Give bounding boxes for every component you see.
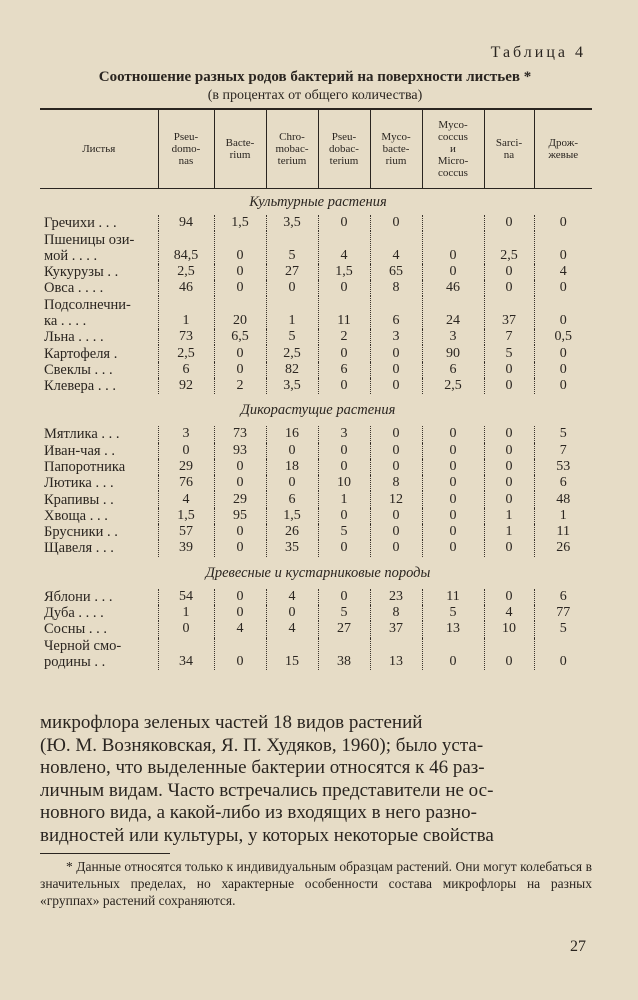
table-cell: 0 xyxy=(318,508,370,524)
table-row xyxy=(40,231,592,264)
table-header-row xyxy=(40,109,592,189)
table-body xyxy=(40,189,592,671)
table-cell: 0 xyxy=(422,491,484,507)
table-cell: 15 xyxy=(266,638,318,671)
table-cell: 0 xyxy=(484,540,534,556)
table-cell: 6 xyxy=(370,296,422,329)
row-label: Гречихи . . . xyxy=(44,215,117,232)
table-cell: 4 xyxy=(266,589,318,605)
table-cell: 4 xyxy=(266,621,318,637)
table-cell: 0 xyxy=(214,540,266,556)
table-cell: 0 xyxy=(158,443,214,459)
table-cell: 1,5 xyxy=(214,215,266,231)
table-cell: 0 xyxy=(484,264,534,280)
table-cell: 18 xyxy=(266,459,318,475)
row-label: Щавеля . . . xyxy=(44,540,114,557)
page-number: 27 xyxy=(570,938,586,955)
table-row xyxy=(40,459,592,475)
table-cell: 6 xyxy=(422,362,484,378)
table-cell: 0 xyxy=(214,475,266,491)
row-label: Картофеля . xyxy=(44,345,118,362)
table-cell: 0 xyxy=(214,589,266,605)
table-cell: 0 xyxy=(422,638,484,671)
table-cell: 0 xyxy=(214,605,266,621)
table-cell: 1 xyxy=(158,296,214,329)
table-cell: 16 xyxy=(266,426,318,442)
table-cell: 29 xyxy=(158,459,214,475)
column-header: Chro- mobac- terium xyxy=(266,109,318,189)
table-cell: 29 xyxy=(214,491,266,507)
table-cell: 0 xyxy=(318,345,370,361)
table-cell: 0 xyxy=(484,491,534,507)
table-cell: 11 xyxy=(534,524,592,540)
table-cell: 0 xyxy=(422,540,484,556)
table-row xyxy=(40,508,592,524)
table-cell: 3 xyxy=(370,329,422,345)
table-cell: 3,5 xyxy=(266,215,318,231)
table-cell: 6,5 xyxy=(214,329,266,345)
table-row xyxy=(40,264,592,280)
table-cell: 5 xyxy=(266,231,318,264)
table-cell: 6 xyxy=(534,589,592,605)
row-label: Пшеницы ози- мой . . . . xyxy=(44,231,135,264)
table-cell: 0 xyxy=(214,638,266,671)
table-cell: 1 xyxy=(484,524,534,540)
table-cell: 4 xyxy=(370,231,422,264)
table-cell: 0 xyxy=(158,621,214,637)
table-row xyxy=(40,524,592,540)
footnote-rule xyxy=(40,853,170,854)
table-cell: 0 xyxy=(214,459,266,475)
table-cell: 0 xyxy=(266,443,318,459)
table-cell: 26 xyxy=(266,524,318,540)
table-cell: 2 xyxy=(214,378,266,394)
table-cell: 90 xyxy=(422,345,484,361)
row-label: Яблони . . . xyxy=(44,588,113,605)
table-cell: 0 xyxy=(214,524,266,540)
table-cell: 1 xyxy=(534,508,592,524)
section-row xyxy=(40,189,592,216)
table-cell: 1 xyxy=(484,508,534,524)
table-cell: 0 xyxy=(370,540,422,556)
table-cell: 0 xyxy=(370,345,422,361)
table-cell: 0 xyxy=(484,589,534,605)
table-row xyxy=(40,426,592,442)
section-title: Культурные растения xyxy=(249,194,387,210)
table-cell: 4 xyxy=(214,621,266,637)
table-cell: 0 xyxy=(484,215,534,231)
column-header: Myco- coccus и Micro- coccus xyxy=(422,109,484,189)
table-cell: 77 xyxy=(534,605,592,621)
table-cell: 82 xyxy=(266,362,318,378)
table-cell: 0 xyxy=(422,475,484,491)
table-row xyxy=(40,491,592,507)
bacteria-table xyxy=(40,108,592,670)
table-row xyxy=(40,621,592,637)
table-cell: 5 xyxy=(484,345,534,361)
row-label: Подсолнечни- ка . . . . xyxy=(44,296,131,329)
table-cell: 5 xyxy=(318,605,370,621)
table-cell: 0 xyxy=(214,362,266,378)
table-cell: 1 xyxy=(318,491,370,507)
table-cell: 0 xyxy=(422,231,484,264)
footnote: * Данные относятся только к индивидуальным образцам растений. Они могут колебаться в значительных пределах, но характерные особенности состава микрофлоры на разных «группах» растений сохраняются. xyxy=(40,859,592,908)
section-row xyxy=(40,557,592,589)
table-cell: 54 xyxy=(158,589,214,605)
table-cell: 4 xyxy=(318,231,370,264)
row-label: Брусники . . xyxy=(44,524,118,541)
table-row xyxy=(40,378,592,394)
table-cell: 0 xyxy=(422,508,484,524)
table-cell xyxy=(422,215,484,231)
table-cell: 26 xyxy=(534,540,592,556)
table-cell: 1 xyxy=(266,296,318,329)
table-cell: 73 xyxy=(214,426,266,442)
table-cell: 0 xyxy=(534,296,592,329)
table-cell: 0 xyxy=(534,378,592,394)
table-cell: 0 xyxy=(370,215,422,231)
table-cell: 0 xyxy=(484,280,534,296)
table-cell: 0 xyxy=(318,378,370,394)
table-row xyxy=(40,605,592,621)
table-row xyxy=(40,296,592,329)
row-label: Свеклы . . . xyxy=(44,361,113,378)
table-cell: 0 xyxy=(534,638,592,671)
table-cell: 5 xyxy=(266,329,318,345)
table-cell: 0 xyxy=(370,508,422,524)
table-cell: 0 xyxy=(370,443,422,459)
table-cell: 0 xyxy=(266,605,318,621)
table-cell: 5 xyxy=(534,621,592,637)
row-label: Иван-чая . . xyxy=(44,442,116,459)
table-cell: 12 xyxy=(370,491,422,507)
table-cell: 0 xyxy=(422,459,484,475)
table-cell: 0 xyxy=(484,426,534,442)
table-cell: 5 xyxy=(318,524,370,540)
table-cell: 0 xyxy=(214,264,266,280)
table-row xyxy=(40,329,592,345)
table-cell: 0 xyxy=(534,345,592,361)
table-cell: 10 xyxy=(484,621,534,637)
table-subtitle: (в процентах от общего количества) xyxy=(207,88,423,103)
table-cell: 0 xyxy=(534,215,592,231)
row-label: Лютика . . . xyxy=(44,475,114,492)
table-cell: 46 xyxy=(422,280,484,296)
table-cell: 0 xyxy=(214,345,266,361)
table-cell: 0 xyxy=(534,280,592,296)
table-cell: 0 xyxy=(214,231,266,264)
row-label: Крапивы . . xyxy=(44,491,114,508)
table-cell: 13 xyxy=(370,638,422,671)
column-header: Bacte- rium xyxy=(214,109,266,189)
row-label: Черной смо- родины . . xyxy=(44,637,122,670)
table-cell: 0 xyxy=(484,378,534,394)
row-label: Овса . . . . xyxy=(44,280,104,297)
table-row xyxy=(40,443,592,459)
table-cell: 2 xyxy=(318,329,370,345)
table-row xyxy=(40,638,592,671)
table-cell: 3 xyxy=(318,426,370,442)
table-cell: 6 xyxy=(266,491,318,507)
table-row xyxy=(40,540,592,556)
table-cell: 0 xyxy=(318,459,370,475)
table-cell: 0 xyxy=(484,638,534,671)
table-cell: 0 xyxy=(266,475,318,491)
table-cell: 0 xyxy=(422,264,484,280)
table-cell: 7 xyxy=(534,443,592,459)
table-cell: 4 xyxy=(534,264,592,280)
row-label: Клевера . . . xyxy=(44,378,116,395)
table-row xyxy=(40,475,592,491)
table-cell: 3,5 xyxy=(266,378,318,394)
table-cell: 0 xyxy=(266,280,318,296)
table-cell: 84,5 xyxy=(158,231,214,264)
table-cell: 34 xyxy=(158,638,214,671)
column-header: Pseu- dobac- terium xyxy=(318,109,370,189)
table-cell: 7 xyxy=(484,329,534,345)
column-header: Myco- bacte- rium xyxy=(370,109,422,189)
table-cell: 0 xyxy=(214,280,266,296)
table-cell: 92 xyxy=(158,378,214,394)
table-cell: 37 xyxy=(370,621,422,637)
table-cell: 38 xyxy=(318,638,370,671)
table-cell: 0 xyxy=(370,362,422,378)
row-label: Дуба . . . . xyxy=(44,605,104,622)
table-cell: 0 xyxy=(370,459,422,475)
table-cell: 73 xyxy=(158,329,214,345)
section-row xyxy=(40,394,592,426)
table-cell: 35 xyxy=(266,540,318,556)
table-cell: 2,5 xyxy=(158,264,214,280)
table-row xyxy=(40,215,592,231)
table-cell: 53 xyxy=(534,459,592,475)
table-cell: 0 xyxy=(422,443,484,459)
body-text: микрофлора зеленых частей 18 видов растений (Ю. М. Возняковская, Я. П. Худяков, 1960); было уста- новлено, что выделенные бактерии относятся к 46 раз- личным видам. Часто встречались представители не ос- новного вида, а какой-либо из входящих в него разно- видностей или культуры, у которых некоторые свойства xyxy=(40,712,494,846)
table-cell: 27 xyxy=(266,264,318,280)
table-cell: 11 xyxy=(422,589,484,605)
table-cell: 46 xyxy=(158,280,214,296)
table-cell: 13 xyxy=(422,621,484,637)
table-cell: 20 xyxy=(214,296,266,329)
table-cell: 5 xyxy=(422,605,484,621)
column-header: Pseu- domo- nas xyxy=(158,109,214,189)
table-cell: 0 xyxy=(534,231,592,264)
table-cell: 0 xyxy=(318,540,370,556)
table-cell: 1,5 xyxy=(266,508,318,524)
table-cell: 1,5 xyxy=(158,508,214,524)
table-cell: 37 xyxy=(484,296,534,329)
table-number: Таблица 4 xyxy=(490,44,586,61)
table-cell: 65 xyxy=(370,264,422,280)
table-cell: 0 xyxy=(484,475,534,491)
table-cell: 6 xyxy=(534,475,592,491)
table-cell: 0 xyxy=(484,443,534,459)
table-cell: 93 xyxy=(214,443,266,459)
table-cell: 3 xyxy=(158,426,214,442)
table-row xyxy=(40,345,592,361)
table-cell: 2,5 xyxy=(266,345,318,361)
table-cell: 0 xyxy=(422,426,484,442)
table-cell: 48 xyxy=(534,491,592,507)
table-cell: 0 xyxy=(318,443,370,459)
table-cell: 6 xyxy=(318,362,370,378)
table-cell: 27 xyxy=(318,621,370,637)
section-title: Дикорастущие растения xyxy=(240,402,396,419)
table-row xyxy=(40,280,592,296)
row-label: Хвоща . . . xyxy=(44,507,108,524)
table-cell: 23 xyxy=(370,589,422,605)
table-cell: 10 xyxy=(318,475,370,491)
table-cell: 0 xyxy=(370,524,422,540)
table-row xyxy=(40,589,592,605)
row-label: Папоротника xyxy=(44,459,126,475)
table-cell: 2,5 xyxy=(158,345,214,361)
table-cell: 6 xyxy=(158,362,214,378)
table-cell: 24 xyxy=(422,296,484,329)
table-cell: 5 xyxy=(534,426,592,442)
table-cell: 94 xyxy=(158,215,214,231)
table-cell: 0 xyxy=(318,589,370,605)
table-cell: 0 xyxy=(318,215,370,231)
table-cell: 95 xyxy=(214,508,266,524)
table-cell: 0 xyxy=(484,362,534,378)
section-title: Древесные и кустарниковые породы xyxy=(205,564,431,581)
table-cell: 4 xyxy=(484,605,534,621)
table-cell: 8 xyxy=(370,605,422,621)
table-cell: 39 xyxy=(158,540,214,556)
table-cell: 2,5 xyxy=(484,231,534,264)
table-cell: 1,5 xyxy=(318,264,370,280)
row-label: Кукурузы . . xyxy=(44,264,119,281)
table-cell: 0 xyxy=(422,524,484,540)
table-cell: 1 xyxy=(158,605,214,621)
column-header: Листья xyxy=(40,109,158,189)
row-label: Мятлика . . . xyxy=(44,426,120,443)
table-cell: 57 xyxy=(158,524,214,540)
table-cell: 11 xyxy=(318,296,370,329)
table-cell: 0 xyxy=(534,362,592,378)
table-cell: 4 xyxy=(158,491,214,507)
row-label: Льна . . . . xyxy=(44,329,104,346)
column-header: Sarci- na xyxy=(484,109,534,189)
table-cell: 2,5 xyxy=(422,378,484,394)
table-cell: 0 xyxy=(484,459,534,475)
column-header: Дрож- жевые xyxy=(534,109,592,189)
table-cell: 3 xyxy=(422,329,484,345)
row-label: Сосны . . . xyxy=(44,621,107,638)
table-cell: 8 xyxy=(370,475,422,491)
table-cell: 0 xyxy=(370,426,422,442)
table-cell: 0,5 xyxy=(534,329,592,345)
table-cell: 0 xyxy=(370,378,422,394)
table-title: Соотношение разных родов бактерий на поверхности листьев * xyxy=(98,69,532,85)
table-row xyxy=(40,362,592,378)
table-cell: 8 xyxy=(370,280,422,296)
table-cell: 76 xyxy=(158,475,214,491)
table-cell: 0 xyxy=(318,280,370,296)
